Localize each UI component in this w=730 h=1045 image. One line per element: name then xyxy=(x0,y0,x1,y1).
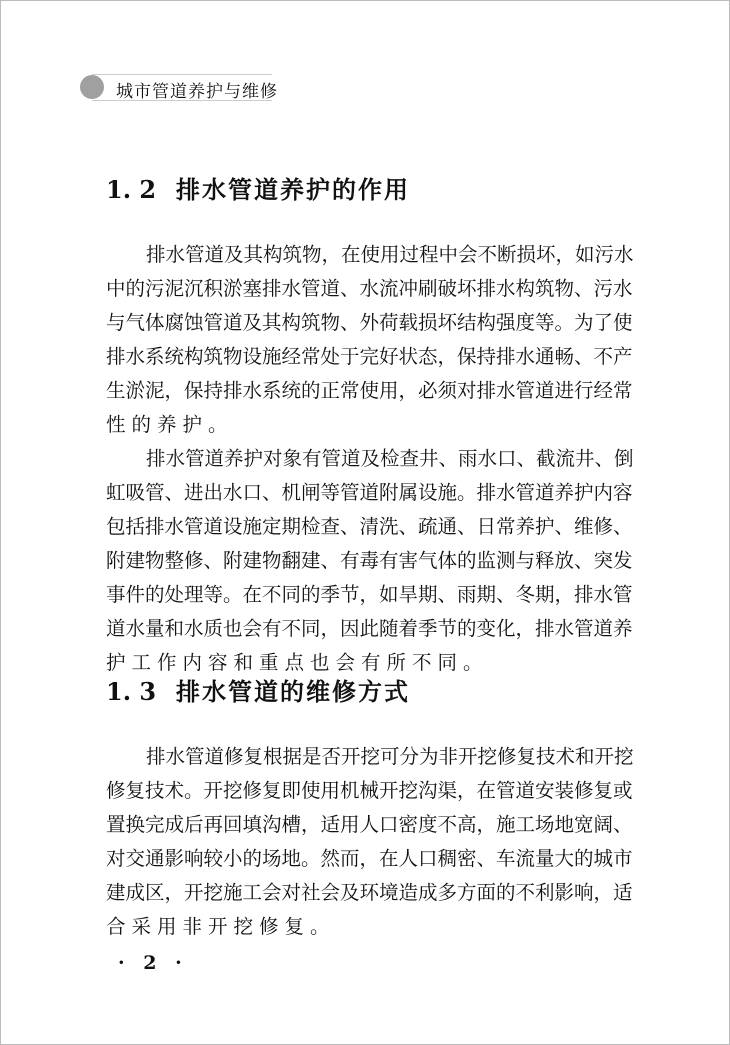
paragraph xyxy=(106,740,634,944)
text-line: 排水管道修复根据是否开挖可分为非开挖修复技术和开挖 xyxy=(146,745,634,768)
text-line: 建成区，开挖施工会对社会及环境造成多方面的不利影响，适 xyxy=(106,881,633,904)
text-line: 排水系统构筑物设施经常处于完好状态，保持排水通畅、不产 xyxy=(106,345,633,368)
text-line: 排水管道养护对象有管道及检查井、雨水口、截流井、倒 xyxy=(146,447,634,470)
section-heading-1-3 xyxy=(106,672,410,707)
section-number: 1. 2 xyxy=(106,175,157,204)
text-line: 包括排水管道设施定期检查、清洗、疏通、日常养护、维修、 xyxy=(106,515,633,538)
text-line: 附建物整修、附建物翻建、有毒有害气体的监测与释放、突发 xyxy=(106,549,633,572)
text-line: 与气体腐蚀管道及其构筑物、外荷载损坏结构强度等。为了使 xyxy=(106,311,633,334)
paragraph xyxy=(106,238,634,442)
text-line: 置换完成后再回填沟槽，适用人口密度不高，施工场地宽阔、 xyxy=(106,813,633,836)
section-title: 排水管道养护的作用 xyxy=(176,176,410,204)
section-number: 1. 3 xyxy=(106,677,157,706)
header-title: 城市管道养护与维修 xyxy=(116,82,278,102)
text-line: 虹吸管、进出水口、机闸等管道附属设施。排水管道养护内容 xyxy=(106,481,633,504)
text-line: 合采用非开挖修复。 xyxy=(106,915,336,938)
header-rule-top xyxy=(92,74,272,75)
text-line: 事件的处理等。在不同的季节，如旱期、雨期、冬期，排水管 xyxy=(106,583,633,606)
page-number: · 2 · xyxy=(118,952,188,974)
text-line: 生淤泥，保持排水系统的正常使用，必须对排水管道进行经常 xyxy=(106,379,633,402)
text-line: 对交通影响较小的场地。然而，在人口稠密、车流量大的城市 xyxy=(106,847,633,870)
text-line: 排水管道及其构筑物，在使用过程中会不断损坏，如污水 xyxy=(146,243,634,266)
text-line: 性的养护。 xyxy=(106,413,234,436)
section-title: 排水管道的维修方式 xyxy=(176,678,410,706)
text-line: 道水量和水质也会有不同，因此随着季节的变化，排水管道养 xyxy=(106,617,633,640)
section-heading-1-2 xyxy=(106,170,410,205)
paragraph xyxy=(106,442,634,680)
header-circle-icon xyxy=(80,75,104,99)
text-line: 护工作内容和重点也会有所不同。 xyxy=(106,651,489,674)
text-line: 修复技术。开挖修复即使用机械开挖沟渠，在管道安装修复或 xyxy=(106,779,633,802)
text-line: 中的污泥沉积淤塞排水管道、水流冲刷破坏排水构筑物、污水 xyxy=(106,277,633,300)
